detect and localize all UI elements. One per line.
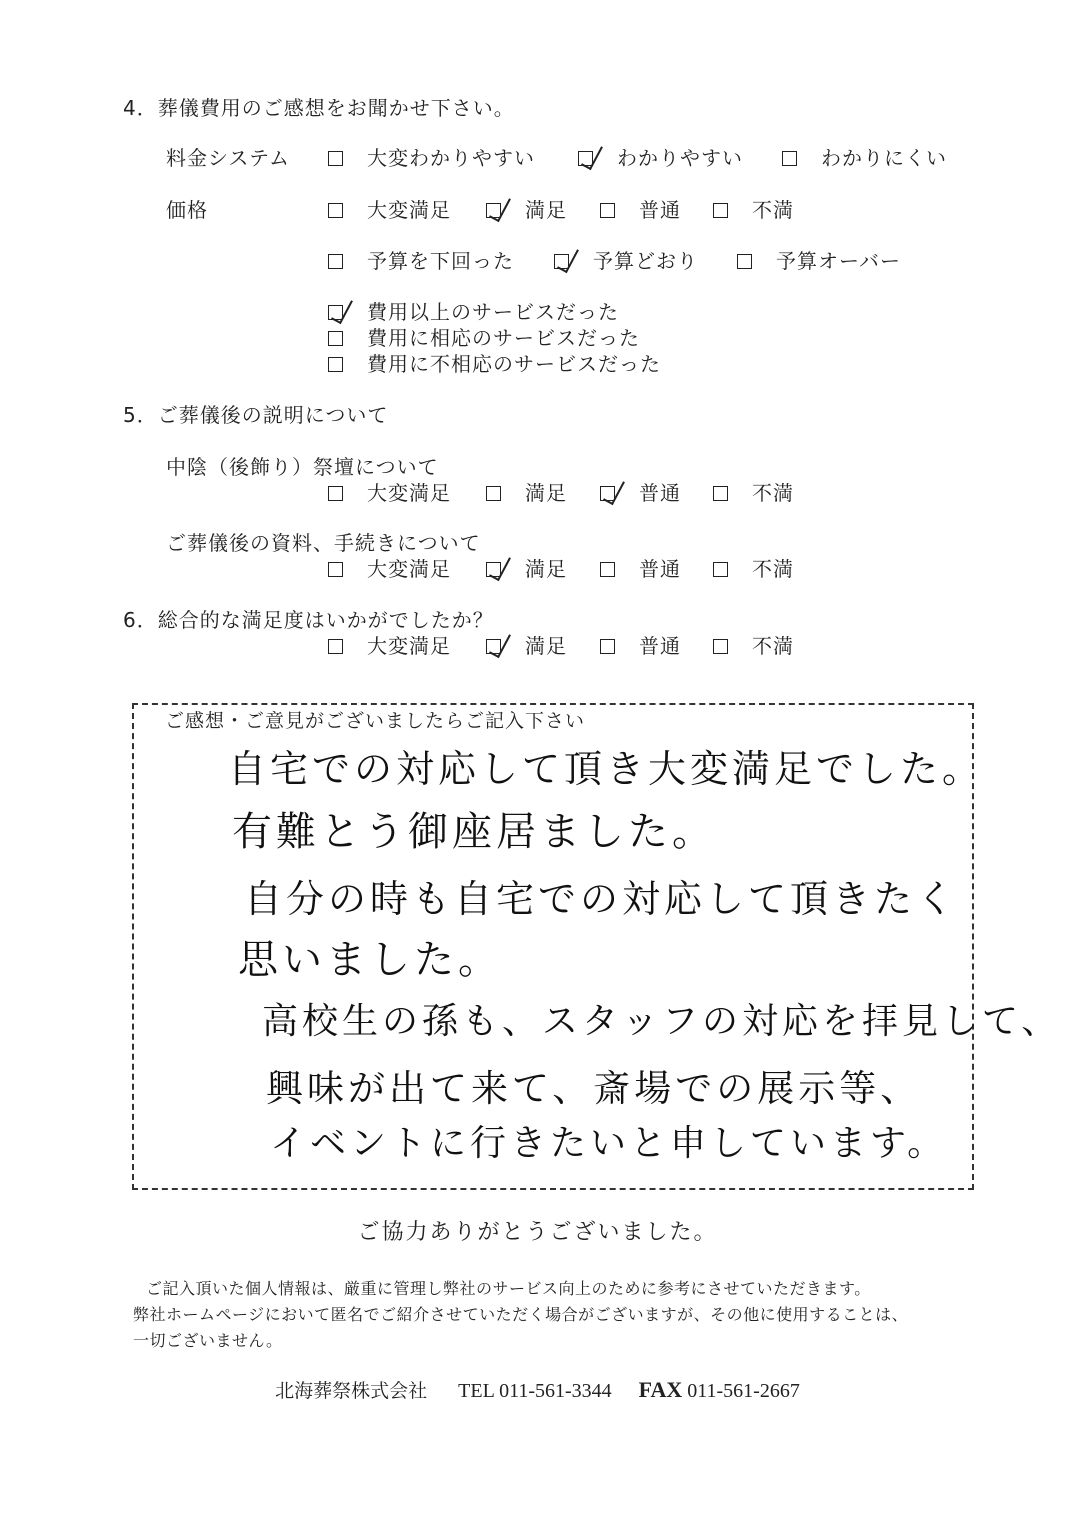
overall-option-dissatisfied[interactable]: 不満: [713, 630, 794, 659]
handwritten-line: 高校生の孫も、スタッフの対応を拝見して、: [262, 1001, 1062, 1042]
price-option-very-satisfied[interactable]: 大変満足: [328, 194, 451, 223]
overall-option-very-satisfied[interactable]: 大変満足: [328, 630, 451, 659]
handwritten-line: 自宅での対応して頂き大変満足でした。: [228, 747, 985, 791]
checkbox[interactable]: [328, 203, 343, 218]
overall-option-satisfied[interactable]: 満足: [486, 630, 567, 659]
budget-option-on[interactable]: 予算どおり: [554, 245, 698, 274]
checkbox[interactable]: [713, 562, 728, 577]
q5-heading: 5．ご葬儀後の説明について: [123, 403, 389, 427]
documents-option-very-satisfied[interactable]: 大変満足: [328, 553, 451, 582]
checkbox[interactable]: [486, 486, 501, 501]
checkbox[interactable]: [713, 639, 728, 654]
footer: [0, 1376, 1075, 1403]
checkbox-checked[interactable]: [486, 562, 501, 577]
checkbox[interactable]: [600, 639, 615, 654]
altar-option-very-satisfied[interactable]: 大変満足: [328, 477, 451, 506]
checkbox[interactable]: [713, 486, 728, 501]
handwritten-line: 有難とう御座居ました。: [232, 809, 716, 855]
checkbox[interactable]: [737, 254, 752, 269]
price-option-dissatisfied[interactable]: 不満: [713, 194, 794, 223]
budget-option-over[interactable]: 予算オーバー: [737, 245, 901, 274]
checkbox[interactable]: [328, 254, 343, 269]
handwritten-line: 自分の時も自宅での対応して頂きたく: [244, 877, 959, 921]
value-option-below[interactable]: 費用に不相応のサービスだった: [328, 348, 661, 377]
documents-label: ご葬儀後の資料、手続きについて: [166, 531, 481, 555]
value-option-matched[interactable]: 費用に相応のサービスだった: [328, 322, 640, 351]
handwritten-line: イベントに行きたいと申しています。: [270, 1123, 948, 1164]
comment-box-label: ご感想・ご意見がございましたらご記入下さい: [165, 710, 586, 732]
altar-option-normal[interactable]: 普通: [600, 477, 681, 506]
checkbox[interactable]: [328, 151, 343, 166]
pricing-option-unclear[interactable]: わかりにくい: [782, 142, 947, 171]
checkbox[interactable]: [328, 639, 343, 654]
altar-option-dissatisfied[interactable]: 不満: [713, 477, 794, 506]
checkbox[interactable]: [328, 562, 343, 577]
thanks-message: ご協力ありがとうございました。: [357, 1220, 718, 1245]
fax-number: 011-561-2667: [687, 1380, 800, 1402]
company-name: 北海葬祭株式会社: [275, 1380, 428, 1402]
checkbox-checked[interactable]: [328, 305, 343, 320]
privacy-line: 弊社ホームページにおいて匿名でご紹介させていただく場合がございますが、その他に使用することは、: [133, 1305, 909, 1324]
altar-label: 中陰（後飾り）祭壇について: [166, 455, 439, 479]
handwritten-line: 興味が出て来て、斎場での展示等、: [266, 1067, 922, 1110]
checkbox-checked[interactable]: [486, 639, 501, 654]
pricing-option-clear[interactable]: わかりやすい: [578, 142, 743, 171]
tel-number: TEL 011-561-3344: [458, 1380, 612, 1402]
checkbox[interactable]: [600, 203, 615, 218]
checkbox[interactable]: [782, 151, 797, 166]
pricing-system-label: 料金システム: [166, 146, 290, 170]
price-option-satisfied[interactable]: 満足: [486, 194, 567, 223]
q4-heading: 4．葬儀費用のご感想をお聞かせ下さい。: [123, 96, 515, 120]
price-label: 価格: [166, 198, 208, 222]
value-option-above[interactable]: 費用以上のサービスだった: [328, 296, 619, 325]
checkbox-checked[interactable]: [578, 151, 593, 166]
checkbox[interactable]: [713, 203, 728, 218]
checkbox[interactable]: [600, 562, 615, 577]
checkbox-checked[interactable]: [486, 203, 501, 218]
price-option-normal[interactable]: 普通: [600, 194, 681, 223]
overall-option-normal[interactable]: 普通: [600, 630, 681, 659]
privacy-line: ご記入頂いた個人情報は、厳重に管理し弊社のサービス向上のために参考にさせていただきます。: [146, 1279, 871, 1298]
documents-option-normal[interactable]: 普通: [600, 553, 681, 582]
pricing-option-very-clear[interactable]: 大変わかりやすい: [328, 142, 535, 171]
fax-label: FAX: [638, 1377, 683, 1402]
checkbox[interactable]: [328, 486, 343, 501]
checkbox-checked[interactable]: [600, 486, 615, 501]
documents-option-dissatisfied[interactable]: 不満: [713, 553, 794, 582]
budget-option-under[interactable]: 予算を下回った: [328, 245, 514, 274]
handwritten-line: 思いました。: [238, 937, 502, 983]
checkbox-checked[interactable]: [554, 254, 569, 269]
privacy-line: 一切ございません。: [133, 1331, 283, 1350]
checkbox[interactable]: [328, 357, 343, 372]
altar-option-satisfied[interactable]: 満足: [486, 477, 567, 506]
documents-option-satisfied[interactable]: 満足: [486, 553, 567, 582]
q6-heading: 6．総合的な満足度はいかがでしたか？: [123, 608, 494, 632]
checkbox[interactable]: [328, 331, 343, 346]
